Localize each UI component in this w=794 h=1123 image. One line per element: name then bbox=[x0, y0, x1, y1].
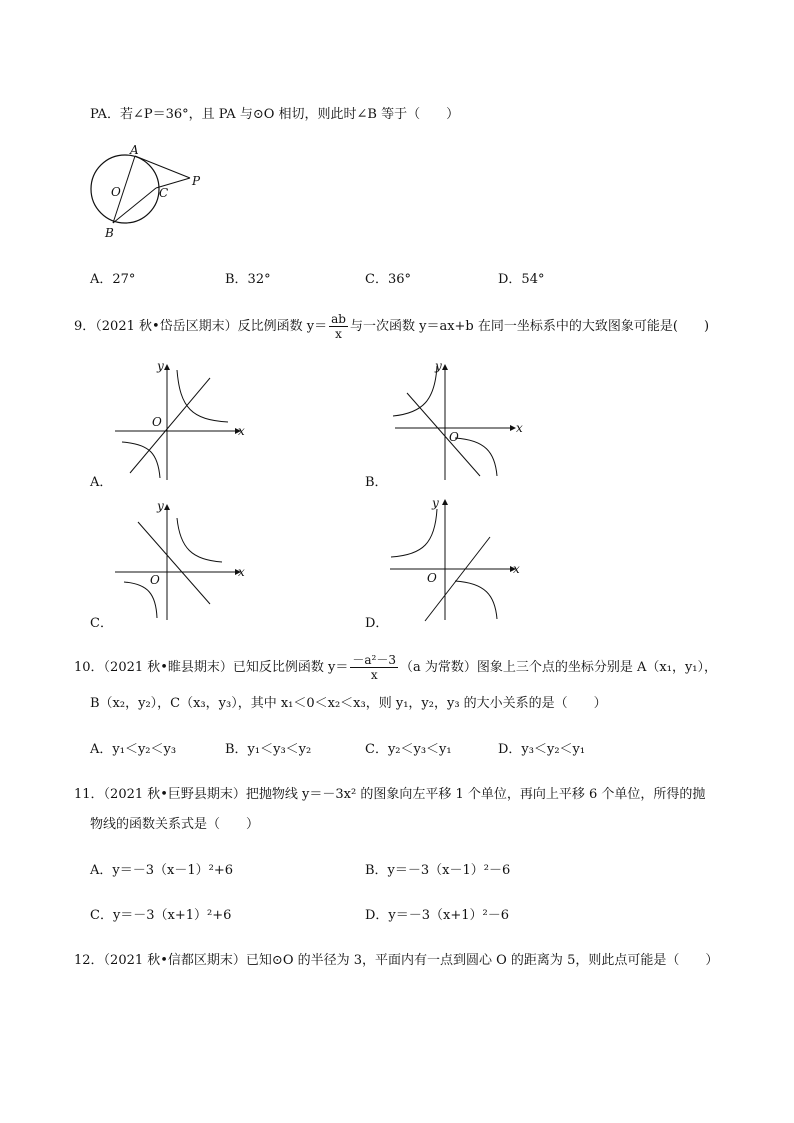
q9-a-y-label: y bbox=[157, 359, 164, 373]
q9-frac-den: x bbox=[335, 327, 342, 341]
q9-option-c: C． bbox=[90, 616, 113, 631]
q9-frac-num: ab bbox=[331, 312, 346, 326]
q9-option-b: B． bbox=[365, 475, 388, 490]
q8-option-a: A．27° bbox=[90, 272, 136, 287]
q9-c-y-label: y bbox=[157, 499, 164, 513]
q9-fraction bbox=[329, 312, 348, 341]
q9-d-y-label: y bbox=[432, 496, 439, 510]
q9-suffix: 与一次函数 y＝ax+b 在同一坐标系中的大致图象可能是( ) bbox=[349, 319, 710, 334]
q9-d-x-label: x bbox=[513, 562, 520, 576]
q9-graph-a bbox=[110, 358, 250, 483]
q8-label-b: B bbox=[105, 226, 114, 240]
q8-label-c: C bbox=[159, 186, 169, 200]
q12-stem: 12．（2021 秋•信都区期末）已知⊙O 的半径为 3，平面内有一点到圆心 O 的距离为 5，则此点可能是（ ） bbox=[74, 953, 719, 968]
q9-c-x-label: x bbox=[238, 565, 245, 579]
q9-graph-d bbox=[385, 495, 525, 625]
q10-prefix: 10．（2021 秋•睢县期末）已知反比例函数 y＝ bbox=[74, 660, 349, 675]
q8-circle-figure bbox=[80, 145, 210, 240]
q9-d-origin-label: O bbox=[427, 571, 437, 585]
q9-graph-b bbox=[385, 358, 525, 483]
q9-prefix: 9．（2021 秋•岱岳区期末）反比例函数 y＝ bbox=[74, 319, 328, 334]
q9-graph-c bbox=[110, 500, 250, 625]
q9-stem bbox=[74, 312, 709, 341]
q9-c-origin-label: O bbox=[150, 573, 160, 587]
q9-a-origin-label: O bbox=[152, 415, 162, 429]
q9-b-y-label: y bbox=[435, 359, 442, 373]
q10-suffix: （a 为常数）图象上三个点的坐标分别是 A（x₁，y₁）， bbox=[400, 660, 718, 675]
q10-stem-line1 bbox=[74, 653, 717, 682]
q10-fraction bbox=[350, 653, 398, 682]
q9-b-x-label: x bbox=[516, 421, 523, 435]
q11-option-c: C．y＝－3（x+1）²+6 bbox=[90, 908, 232, 923]
q9-a-x-label: x bbox=[238, 424, 245, 438]
q10-frac-num: －a²－3 bbox=[352, 653, 397, 667]
q10-option-c: C．y₂＜y₃＜y₁ bbox=[365, 742, 452, 757]
q8-label-a: A bbox=[130, 143, 139, 157]
q8-label-o: O bbox=[111, 185, 121, 199]
q8-option-b: B．32° bbox=[225, 272, 271, 287]
q11-stem-line2: 物线的函数关系式是（ ） bbox=[90, 817, 260, 832]
q10-frac-den: x bbox=[370, 668, 378, 682]
q8-label-p: P bbox=[192, 174, 201, 188]
q8-option-d: D．54° bbox=[498, 272, 545, 287]
q9-option-a: A． bbox=[90, 475, 113, 490]
q10-option-a: A．y₁＜y₂＜y₃ bbox=[90, 742, 177, 757]
q11-stem-line1: 11．（2021 秋•巨野县期末）把抛物线 y＝－3x² 的图象向左平移 1 个单位，再向上平移 6 个单位，所得的抛 bbox=[74, 787, 706, 802]
q10-option-d: D．y₃＜y₂＜y₁ bbox=[498, 742, 586, 757]
q11-option-d: D．y＝－3（x+1）²－6 bbox=[365, 908, 510, 923]
q11-option-b: B．y＝－3（x－1）²－6 bbox=[365, 863, 511, 878]
q9-option-d: D． bbox=[365, 616, 389, 631]
q10-option-b: B．y₁＜y₃＜y₂ bbox=[225, 742, 312, 757]
q11-option-a: A．y＝－3（x－1）²+6 bbox=[90, 863, 233, 878]
q9-b-origin-label: O bbox=[449, 430, 459, 444]
q10-stem-line2: B（x₂，y₂），C（x₃，y₃），其中 x₁＜0＜x₂＜x₃，则 y₁，y₂，y₃ 的大小关系的是（ ） bbox=[90, 696, 607, 711]
q8-text: PA．若∠P＝36°，且 PA 与⊙O 相切，则此时∠B 等于（ ） bbox=[90, 107, 460, 122]
q8-option-c: C．36° bbox=[365, 272, 411, 287]
